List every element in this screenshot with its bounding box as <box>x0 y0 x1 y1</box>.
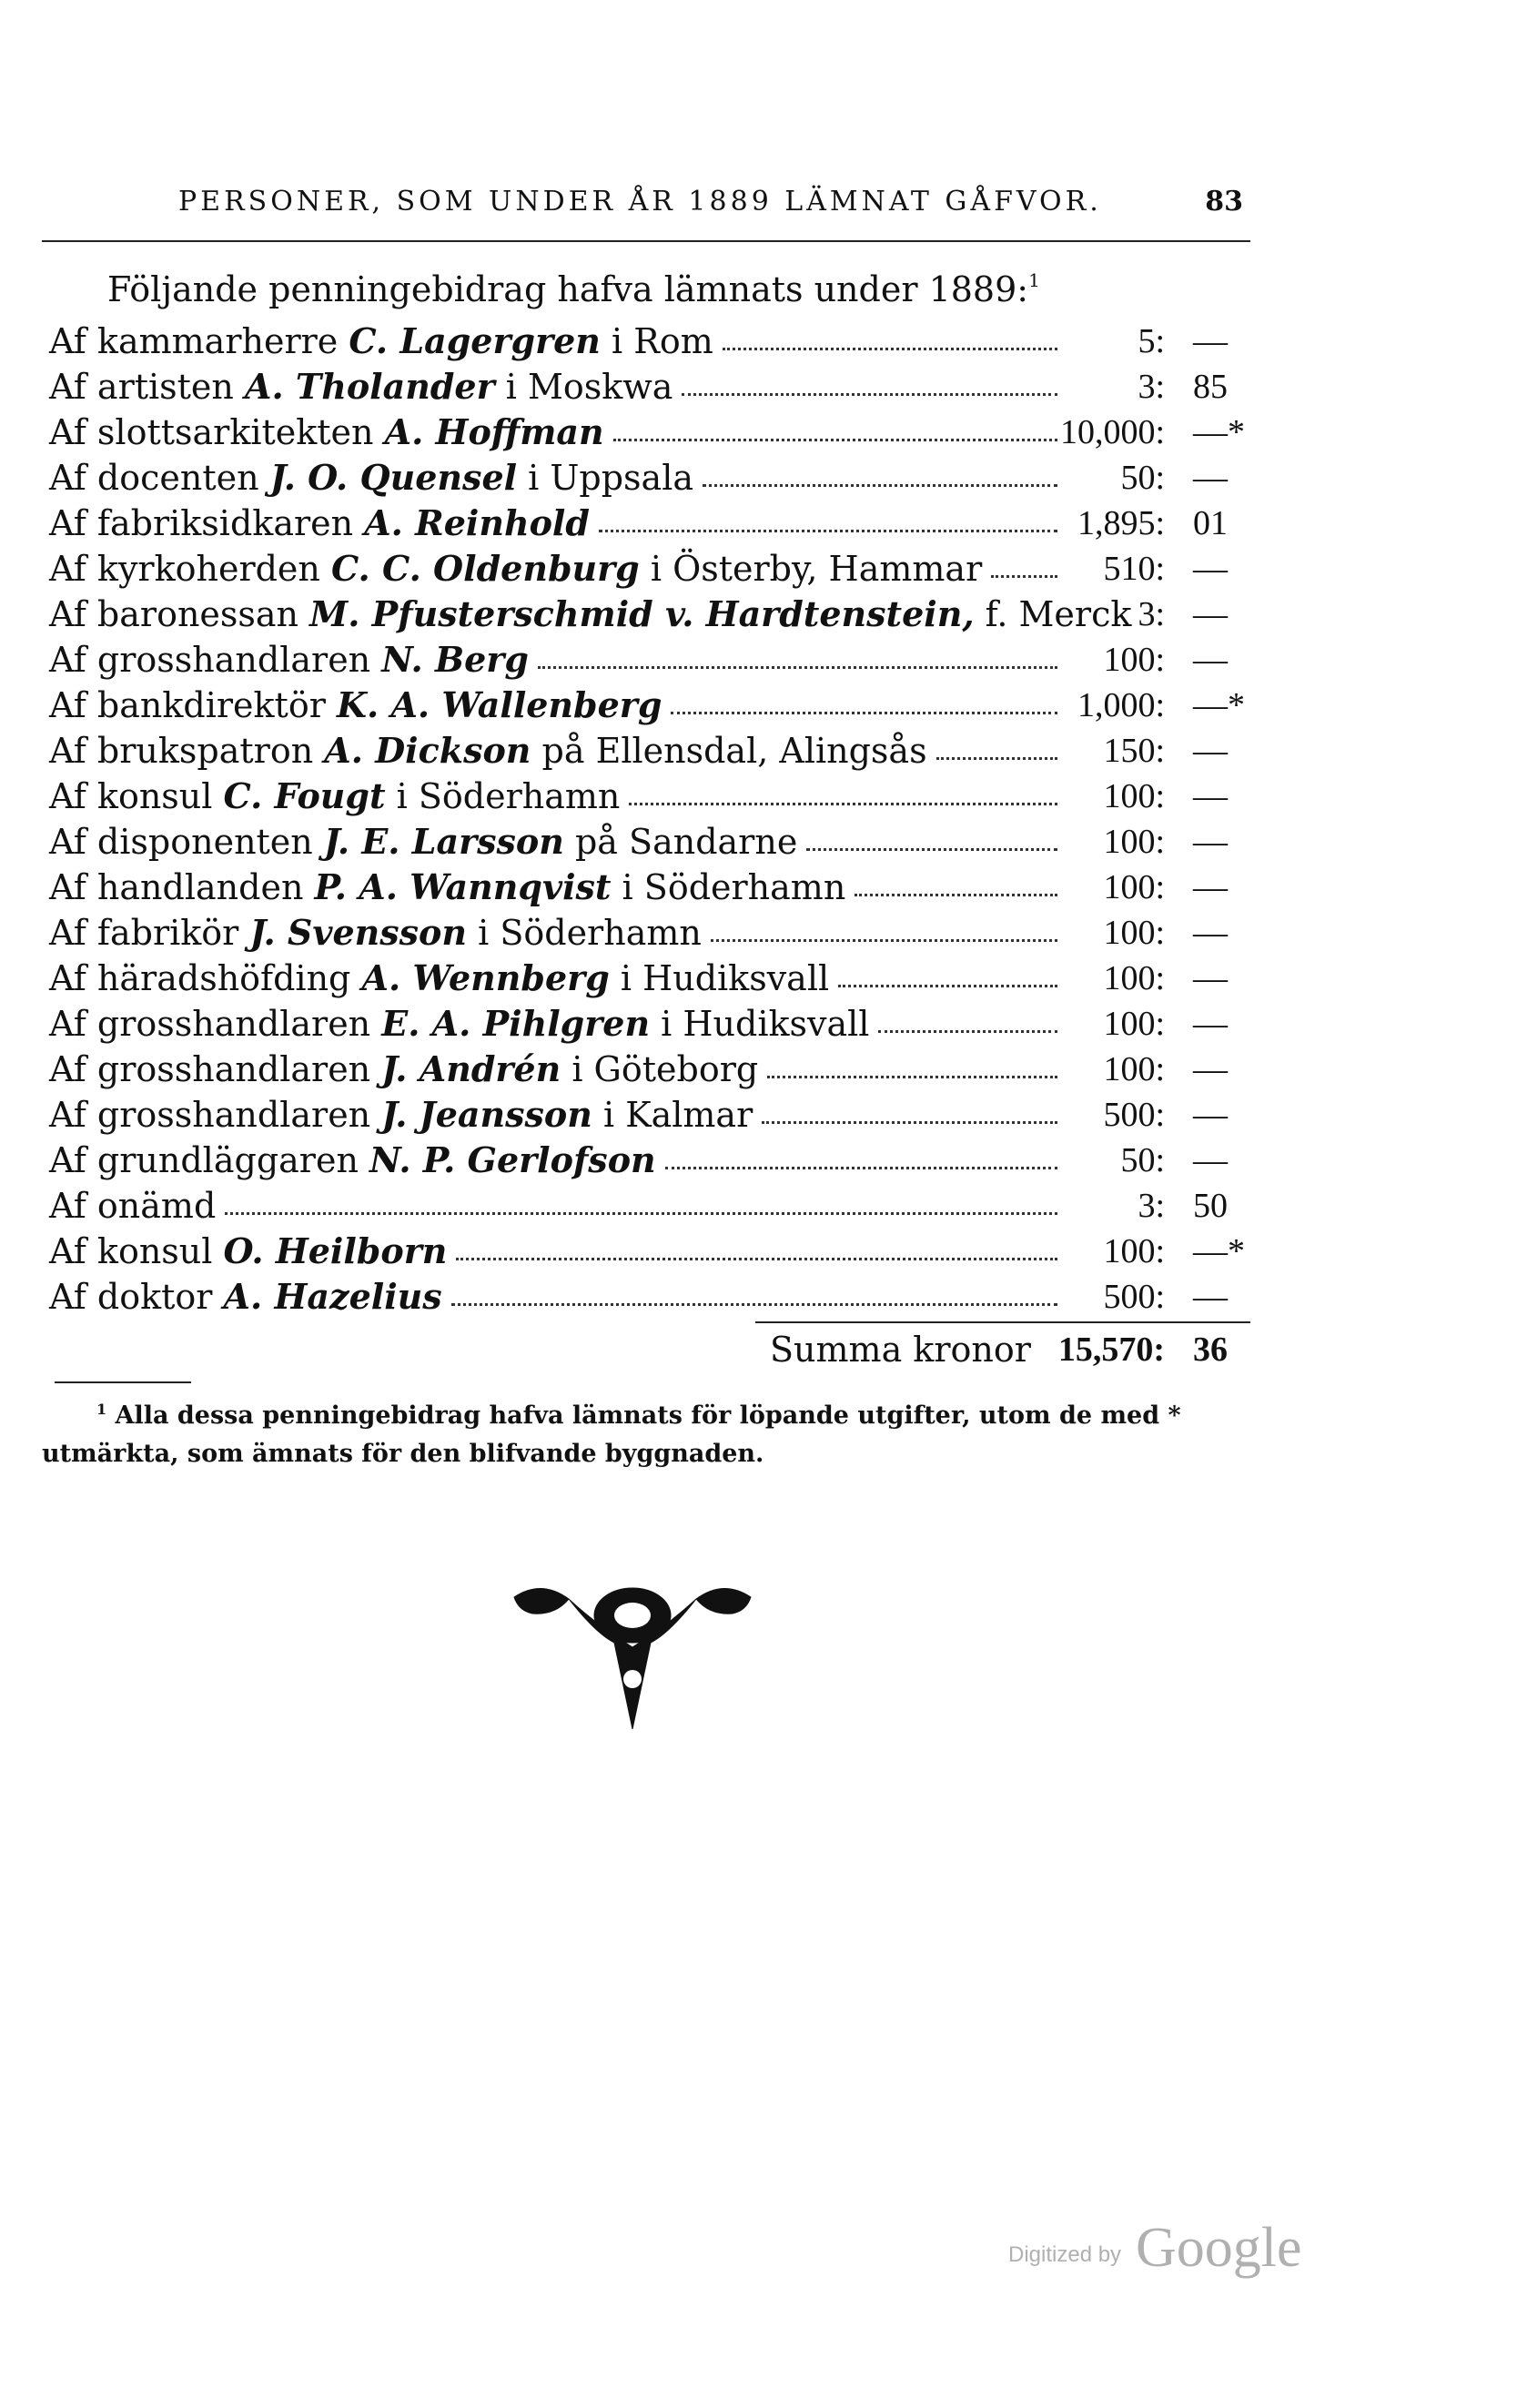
amount-ore: 50 <box>1193 1187 1228 1225</box>
donor-label <box>49 1001 869 1047</box>
donor-label <box>49 501 590 546</box>
donor-place: i Göteborg <box>561 1049 759 1089</box>
donor-label <box>49 819 797 865</box>
donor-title: Af grundläggaren <box>49 1140 370 1180</box>
amount-ore: — <box>1193 1096 1228 1134</box>
donor-title: Af konsul <box>49 1231 224 1271</box>
amount-kronor: 100: <box>1103 914 1165 952</box>
amount-kronor: 100: <box>1103 1050 1165 1088</box>
donor-name: K. A. Wallenberg <box>336 684 662 725</box>
donor-label <box>49 1183 216 1229</box>
watermark-digitized-by: Digitized by <box>1008 2242 1122 2267</box>
donor-title: Af slottsarkitekten <box>49 412 385 452</box>
donation-list <box>42 319 1250 1320</box>
amount-ore: —* <box>1193 413 1245 451</box>
donor-name: A. Hoffman <box>384 411 604 452</box>
amount-ore: — <box>1193 1141 1228 1179</box>
donor-title: Af baronessan <box>49 594 310 634</box>
donor-name: J. O. Quensel <box>269 457 518 498</box>
dot-leader <box>806 848 1057 851</box>
running-head-title: PERSONER, SOM UNDER ÅR 1889 LÄMNAT GÅFVOR. <box>178 186 1102 218</box>
donor-title: Af häradshöfding <box>49 958 362 998</box>
dot-leader <box>629 803 1057 805</box>
amount-kronor: 3: <box>1138 595 1165 633</box>
amount-kronor: 500: <box>1103 1278 1165 1316</box>
total-row <box>42 1327 1250 1372</box>
donor-name: A. Wennberg <box>361 957 610 998</box>
amount-ore: — <box>1193 868 1228 906</box>
donor-title: Af artisten <box>49 367 245 407</box>
footnote-rule <box>55 1381 191 1383</box>
donor-label <box>49 774 620 819</box>
dot-leader <box>613 439 1057 441</box>
amount-ore: — <box>1193 823 1228 861</box>
amount-kronor: 500: <box>1103 1096 1165 1134</box>
donor-place: på Sandarne <box>563 822 798 862</box>
amount-kronor: 3: <box>1138 1187 1165 1225</box>
footnote-marker: 1 <box>96 1401 107 1418</box>
donation-row <box>42 956 1250 1001</box>
donor-name: J. E. Larsson <box>323 821 564 862</box>
amount-ore: — <box>1193 959 1228 997</box>
donor-place: i Söderhamn <box>385 776 621 816</box>
donor-place: på Ellensdal, Alingsås <box>531 731 927 771</box>
donor-title: Af onämd <box>49 1186 217 1226</box>
total-ore: 36 <box>1193 1330 1228 1369</box>
dot-leader <box>723 348 1057 350</box>
donor-label <box>49 546 982 592</box>
donation-row <box>42 501 1250 546</box>
donation-row <box>42 1092 1250 1138</box>
dot-leader <box>451 1303 1057 1306</box>
dot-leader <box>762 1121 1057 1124</box>
donor-name: A. Tholander <box>244 366 495 407</box>
amount-kronor: 100: <box>1103 959 1165 997</box>
amount-kronor: 100: <box>1103 868 1165 906</box>
donation-row <box>42 546 1250 592</box>
watermark-google-logo: Google <box>1136 2217 1302 2279</box>
donor-name: M. Pfusterschmid v. Hardtenstein, <box>309 593 975 634</box>
total-amount: 15,570: <box>1057 1330 1165 1369</box>
amount-kronor: 10,000: <box>1059 413 1165 451</box>
dot-leader <box>838 985 1057 987</box>
dot-leader <box>936 757 1057 760</box>
ornament-vignette <box>505 1579 760 1734</box>
donor-label <box>49 1138 656 1183</box>
amount-ore: — <box>1193 1050 1228 1088</box>
donor-name: A. Dickson <box>324 730 531 771</box>
amount-ore: — <box>1193 459 1228 497</box>
amount-ore: — <box>1193 595 1228 633</box>
donor-label <box>49 319 713 364</box>
donation-row <box>42 364 1250 410</box>
dot-leader <box>878 1030 1057 1033</box>
amount-kronor: 1,895: <box>1077 504 1165 542</box>
donor-label <box>49 455 693 501</box>
donation-row <box>42 774 1250 819</box>
donor-label <box>49 364 673 410</box>
donor-label <box>49 1274 442 1320</box>
donor-label <box>49 410 604 455</box>
donor-place: i Uppsala <box>517 458 694 498</box>
amount-kronor: 50: <box>1120 459 1165 497</box>
donor-title: Af docenten <box>49 458 270 498</box>
donor-name: N. Berg <box>381 639 529 680</box>
donor-place: i Hudiksvall <box>650 1004 870 1044</box>
donor-place: i Söderhamn <box>467 913 702 953</box>
donation-row <box>42 1183 1250 1229</box>
donor-title: Af brukspatron <box>49 731 325 771</box>
donor-title: Af fabriksidkaren <box>49 503 365 543</box>
amount-ore: 85 <box>1193 368 1228 406</box>
donor-place: i Söderhamn <box>611 867 846 907</box>
page-number: 83 <box>1205 186 1243 218</box>
amount-ore: — <box>1193 777 1228 815</box>
dot-leader <box>599 530 1057 532</box>
donation-row <box>42 728 1250 774</box>
donor-title: Af grosshandlaren <box>49 1004 382 1044</box>
donation-row <box>42 592 1250 637</box>
dot-leader <box>711 939 1057 942</box>
amount-ore: — <box>1193 550 1228 588</box>
dot-leader <box>991 575 1057 578</box>
donor-name: P. A. Wannqvist <box>314 866 612 907</box>
footnote <box>42 1391 1261 1473</box>
donor-place: i Moskwa <box>494 367 673 407</box>
donor-title: Af grosshandlaren <box>49 1049 382 1089</box>
donor-title: Af konsul <box>49 776 224 816</box>
amount-kronor: 50: <box>1120 1141 1165 1179</box>
donor-label <box>49 910 702 956</box>
donor-label <box>49 1092 753 1138</box>
amount-ore: — <box>1193 1005 1228 1043</box>
amount-kronor: 510: <box>1103 550 1165 588</box>
amount-ore: — <box>1193 641 1228 679</box>
donor-place: i Kalmar <box>592 1095 753 1135</box>
ornament-left-scroll <box>514 1588 569 1614</box>
donor-title: Af doktor <box>49 1277 224 1317</box>
amount-kronor: 1,000: <box>1077 686 1165 724</box>
donor-name: A. Reinhold <box>364 502 590 543</box>
donor-name: A. Hazelius <box>223 1276 442 1317</box>
dot-leader <box>671 712 1057 714</box>
donation-row <box>42 410 1250 455</box>
donor-title: Af handlanden <box>49 867 315 907</box>
amount-ore: —* <box>1193 1232 1245 1270</box>
donor-title: Af bankdirektör <box>49 685 337 725</box>
donation-row <box>42 1047 1250 1092</box>
donation-row <box>42 319 1250 364</box>
running-head <box>42 182 1250 226</box>
donor-name: C. Lagergren <box>349 320 601 361</box>
donation-row <box>42 819 1250 865</box>
amount-kronor: 150: <box>1103 732 1165 770</box>
donor-name: C. C. Oldenburg <box>330 548 640 589</box>
donation-row <box>42 1001 1250 1047</box>
donation-row <box>42 910 1250 956</box>
donor-label <box>49 683 662 728</box>
ornament-right-scroll <box>696 1588 751 1614</box>
amount-ore: — <box>1193 322 1228 360</box>
donor-name: C. Fougt <box>223 775 386 816</box>
amount-ore: — <box>1193 1278 1228 1316</box>
donor-place: f. Merck <box>974 594 1132 634</box>
donor-place: i Hudiksvall <box>609 958 830 998</box>
donor-name: N. P. Gerlofson <box>369 1139 656 1180</box>
donor-name: J. Svensson <box>249 912 468 953</box>
dot-leader <box>855 894 1057 896</box>
intro-text: Följande penningebidrag hafva lämnats under 1889: <box>107 269 1029 309</box>
donor-name: O. Heilborn <box>223 1230 448 1271</box>
donation-row <box>42 1229 1250 1274</box>
amount-ore: — <box>1193 732 1228 770</box>
amount-kronor: 100: <box>1103 823 1165 861</box>
amount-ore: —* <box>1193 686 1245 724</box>
donor-title: Af kammarherre <box>49 321 349 361</box>
donor-label <box>49 956 829 1001</box>
donor-place: i Österby, Hammar <box>639 549 983 589</box>
donation-row <box>42 455 1250 501</box>
donation-row <box>42 865 1250 910</box>
donor-title: Af fabrikör <box>49 913 250 953</box>
amount-kronor: 5: <box>1138 322 1165 360</box>
donor-label <box>49 1229 447 1274</box>
sum-rule <box>755 1321 1250 1323</box>
header-rule <box>42 240 1250 242</box>
amount-kronor: 100: <box>1103 777 1165 815</box>
donor-label <box>49 637 529 683</box>
donor-title: Af grosshandlaren <box>49 1095 382 1135</box>
donor-label <box>49 728 927 774</box>
donor-title: Af kyrkoherden <box>49 549 331 589</box>
intro-line <box>107 269 1040 309</box>
intro-footnote-marker: 1 <box>1028 269 1040 291</box>
donation-row <box>42 637 1250 683</box>
dot-leader <box>703 484 1057 487</box>
digitized-watermark <box>1008 2208 1318 2281</box>
donor-title: Af grosshandlaren <box>49 640 382 680</box>
donor-name: J. Jeansson <box>381 1094 592 1135</box>
amount-kronor: 100: <box>1103 1232 1165 1270</box>
dot-leader <box>767 1076 1057 1078</box>
donor-name: J. Andrén <box>381 1048 561 1089</box>
donor-label <box>49 592 1131 637</box>
donor-place: i Rom <box>600 321 713 361</box>
donation-row <box>42 1274 1250 1320</box>
dot-leader <box>225 1212 1057 1215</box>
dot-leader <box>538 666 1057 669</box>
donor-label <box>49 1047 758 1092</box>
amount-kronor: 100: <box>1103 641 1165 679</box>
donor-label <box>49 865 845 910</box>
dot-leader <box>665 1167 1057 1169</box>
dot-leader <box>682 393 1057 396</box>
total-label: Summa kronor <box>770 1330 1031 1370</box>
dot-leader <box>456 1258 1057 1260</box>
donation-row <box>42 1138 1250 1183</box>
amount-kronor: 3: <box>1138 368 1165 406</box>
donor-name: E. A. Pihlgren <box>381 1003 651 1044</box>
donation-row <box>42 683 1250 728</box>
amount-ore: 01 <box>1193 504 1228 542</box>
footnote-text: Alla dessa penningebidrag hafva lämnats för löpande utgifter, utom de med * utmärkta, som ämnats för den blifvande byggnaden. <box>42 1401 1181 1468</box>
donor-title: Af disponenten <box>49 822 324 862</box>
amount-ore: — <box>1193 914 1228 952</box>
amount-kronor: 100: <box>1103 1005 1165 1043</box>
